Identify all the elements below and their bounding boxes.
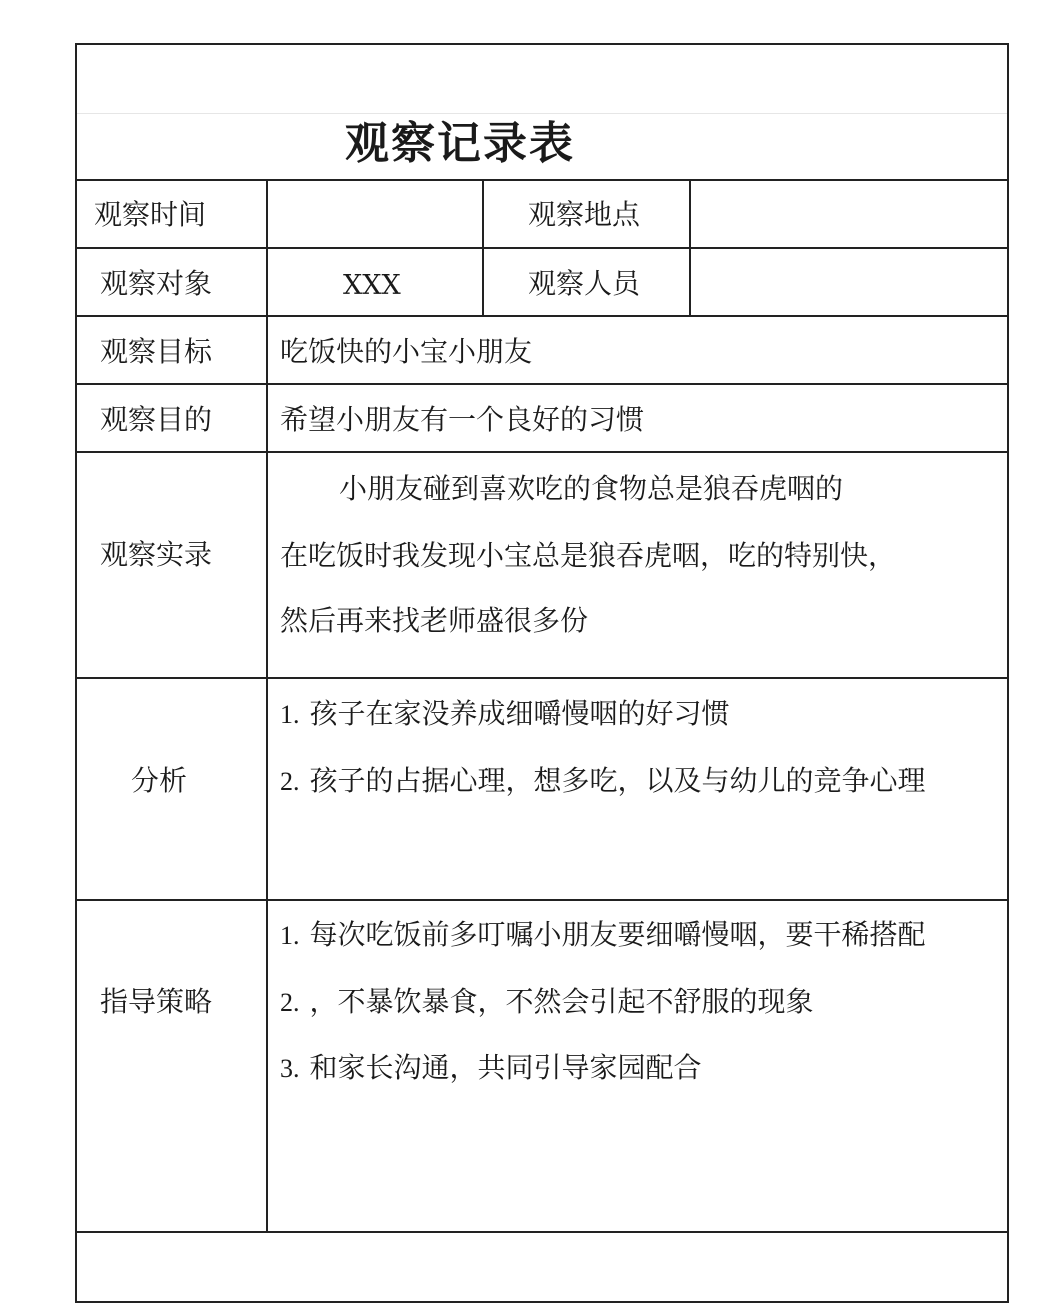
row-divider: [75, 451, 1009, 453]
header-faint-line: [77, 113, 1007, 114]
time-label: 观察时间: [94, 198, 207, 231]
goal-value: 吃饭快的小宝小朋友: [280, 335, 533, 368]
goal-label: 观察目标: [100, 335, 213, 368]
row-divider: [75, 247, 1009, 249]
record-line: 小朋友碰到喜欢吃的食物总是狼吞虎咽的: [339, 472, 844, 505]
item-text: 每次吃饭前多叮嘱小朋友要细嚼慢咽，要干稀搭配: [309, 918, 926, 951]
place-label: 观察地点: [528, 198, 641, 231]
row-divider: [75, 1231, 1009, 1233]
analysis-item: [280, 697, 730, 730]
subject-label: 观察对象: [100, 267, 213, 300]
item-number: 1.: [280, 921, 300, 950]
purpose-value: 希望小朋友有一个良好的习惯: [280, 403, 645, 436]
record-line: 然后再来找老师盛很多份: [280, 604, 589, 637]
item-text: 孩子的占据心理，想多吃，以及与幼儿的竞争心理: [309, 764, 926, 797]
strategy-item: [280, 1051, 702, 1084]
item-number: 3.: [280, 1054, 300, 1083]
item-number: 2.: [280, 988, 300, 1017]
item-number: 2.: [280, 767, 300, 796]
label-column-divider: [266, 179, 268, 1233]
record-label: 观察实录: [100, 538, 213, 571]
item-text: ，不暴饮暴食，不然会引起不舒服的现象: [309, 985, 814, 1018]
strategy-label: 指导策略: [100, 985, 213, 1018]
item-text: 和家长沟通，共同引导家园配合: [309, 1051, 702, 1084]
form-title: 观察记录表: [345, 118, 575, 169]
analysis-label: 分析: [131, 764, 188, 797]
row-divider: [75, 677, 1009, 679]
observation-form: [75, 43, 1009, 1303]
strategy-item: [280, 918, 926, 951]
row-divider: [75, 383, 1009, 385]
analysis-item: [280, 764, 926, 797]
item-text: 孩子在家没养成细嚼慢咽的好习惯: [309, 697, 730, 730]
row-divider: [75, 315, 1009, 317]
column-divider: [482, 179, 484, 317]
item-number: 1.: [280, 700, 300, 729]
row-divider: [75, 899, 1009, 901]
record-line: 在吃饭时我发现小宝总是狼吞虎咽，吃的特别快，: [280, 539, 897, 572]
column-divider: [689, 179, 691, 317]
purpose-label: 观察目的: [100, 403, 213, 436]
observer-label: 观察人员: [528, 267, 641, 300]
subject-value[interactable]: XXX: [343, 270, 401, 301]
title-divider: [75, 179, 1009, 181]
strategy-item: [280, 985, 814, 1018]
